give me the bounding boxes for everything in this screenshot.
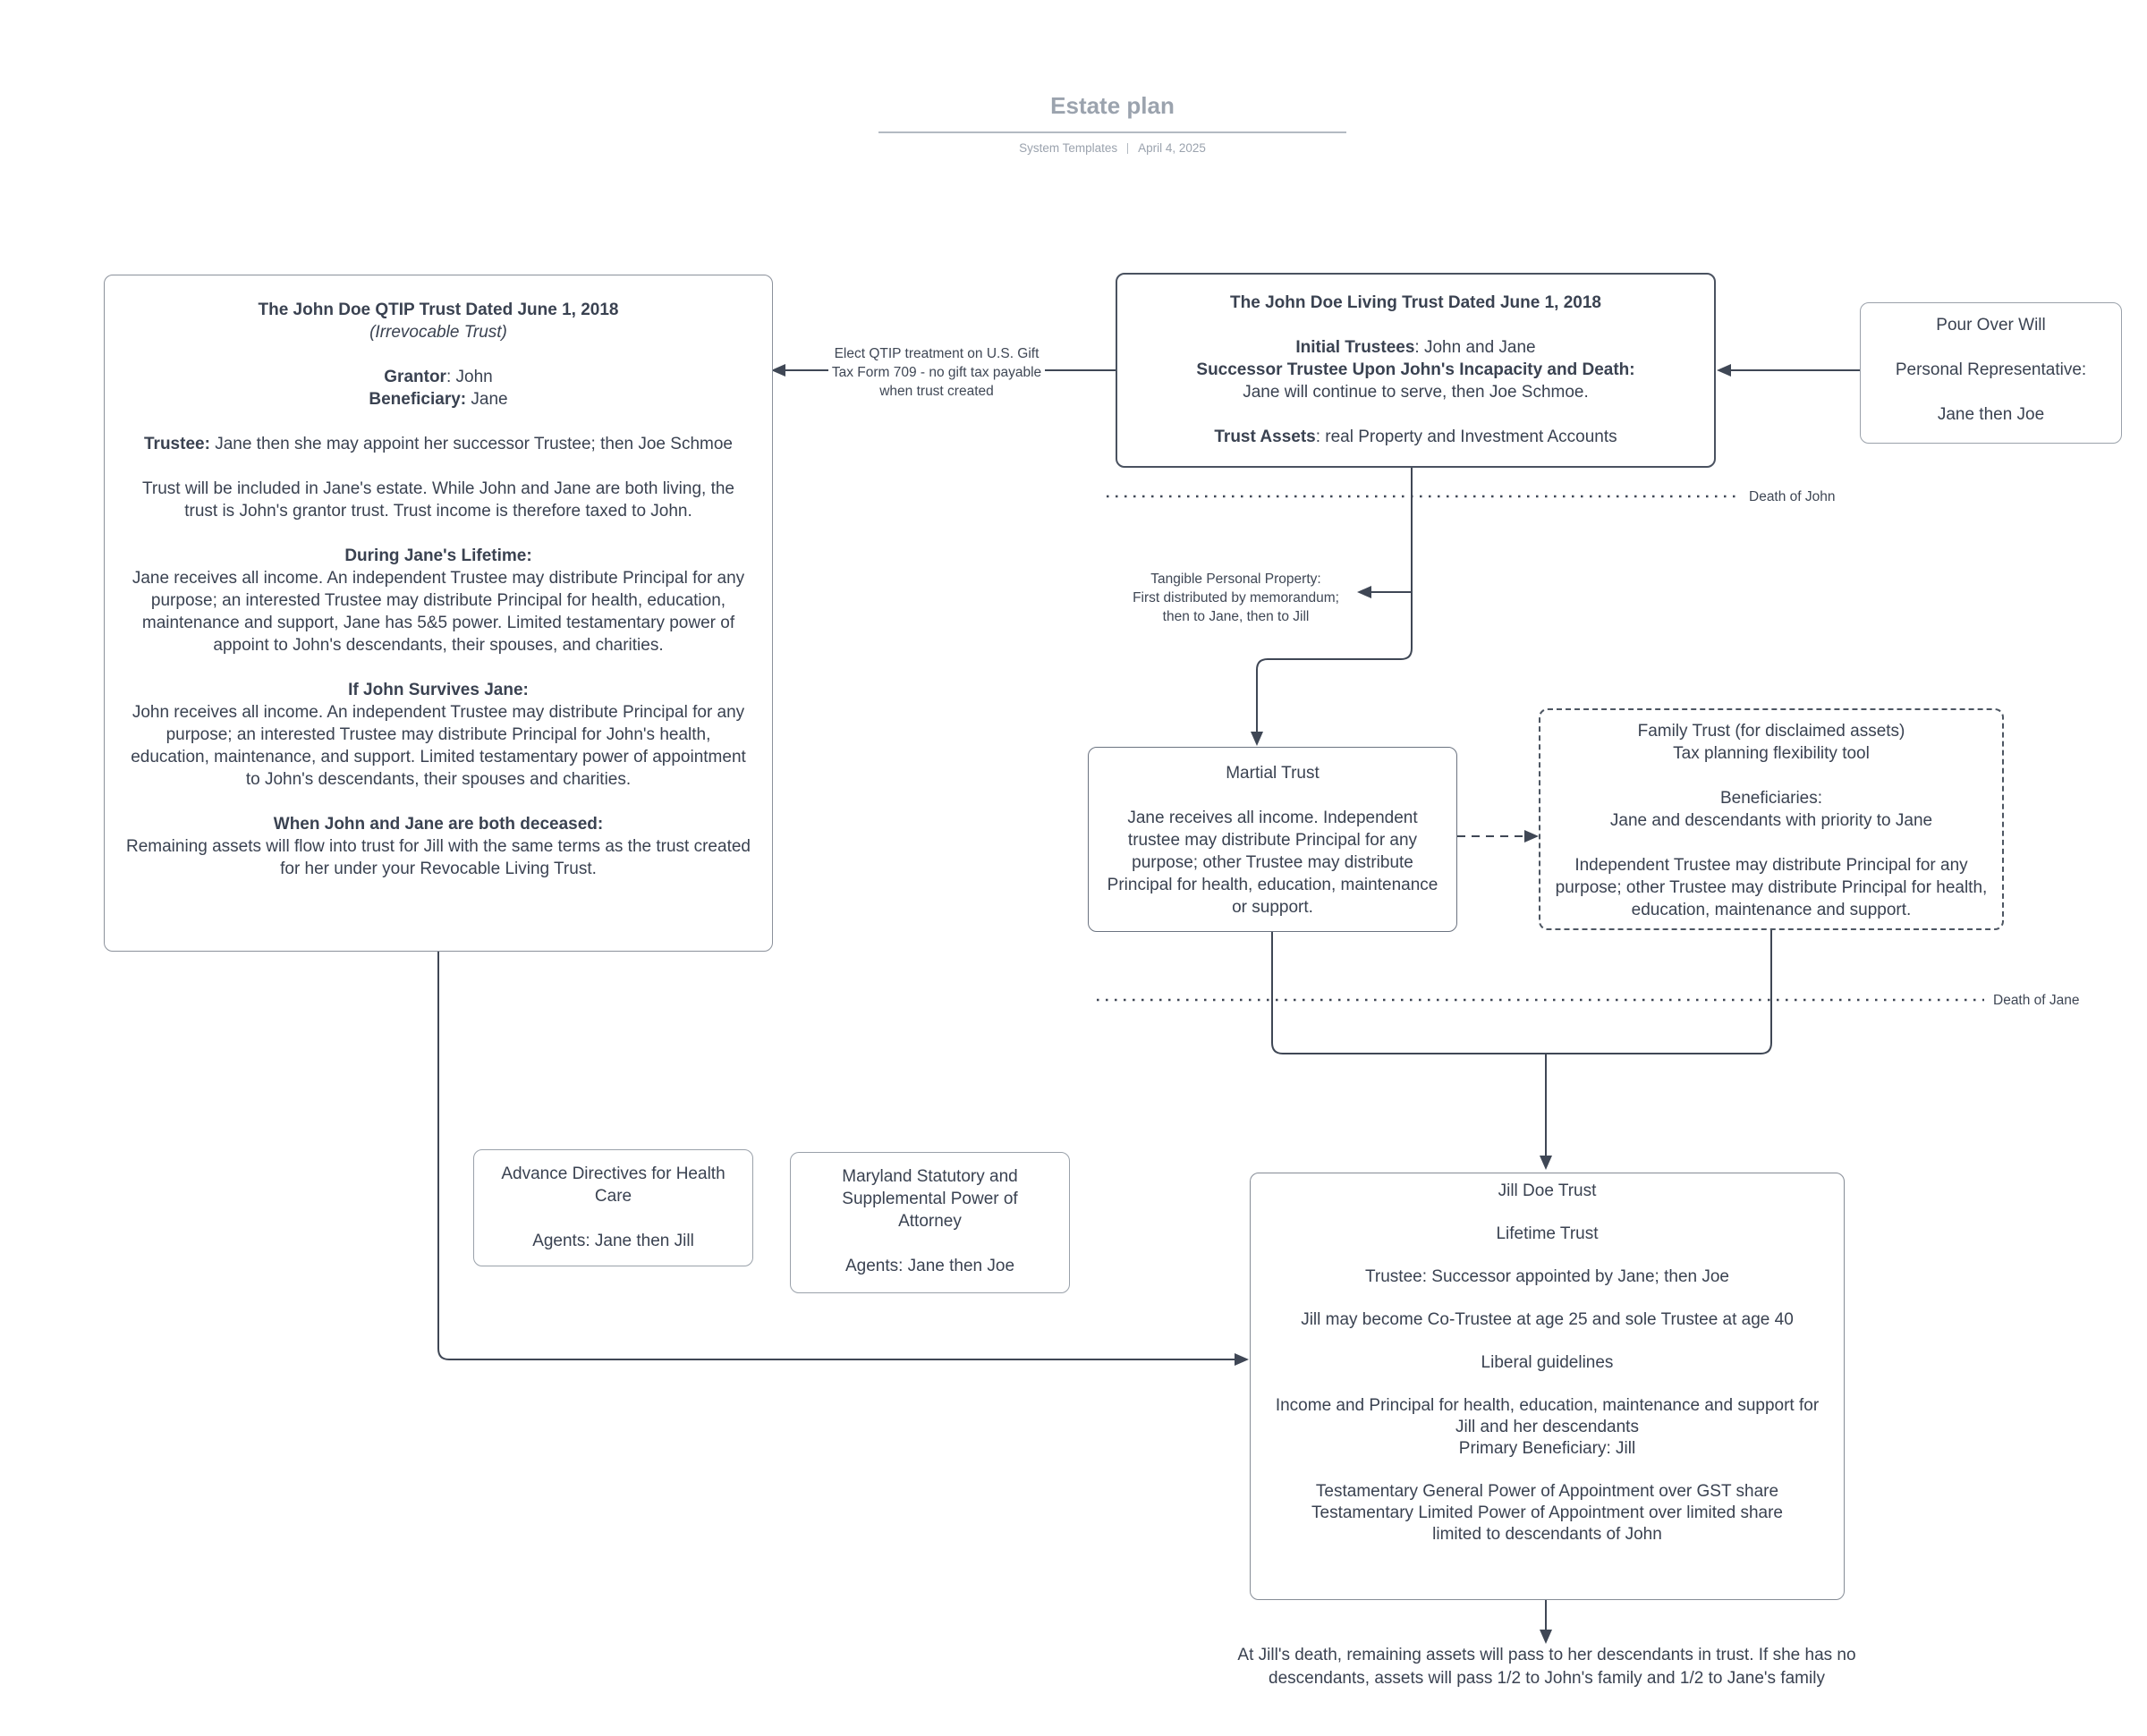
living-successor-value: Jane will continue to serve, then Joe Schmoe.: [1243, 383, 1589, 402]
living-initial-trustees: Initial Trustees: John and Jane: [1295, 338, 1536, 357]
qtip-subtitle: (Irrevocable Trust): [369, 323, 507, 342]
family-title: Family Trust (for disclaimed assets): [1637, 722, 1905, 741]
arrowhead-into-tangible: [1357, 586, 1371, 598]
pour-over-will-box: [1860, 302, 2122, 444]
arrowhead-into-jill-left: [1235, 1353, 1249, 1366]
qtip-survives-heading: If John Survives Jane:: [348, 681, 529, 699]
qtip-grantor: Grantor: John: [384, 368, 493, 386]
living-title: The John Doe Living Trust Dated June 1, 2018: [1230, 293, 1601, 312]
family-beneficiaries-value: Jane and descendants with priority to Jane: [1609, 811, 1933, 830]
living-successor-heading: Successor Trustee Upon John's Incapacity and Death:: [1196, 360, 1635, 379]
family-beneficiaries-heading: Beneficiaries:: [1719, 789, 1823, 808]
bracket-martial-side: [1272, 932, 1546, 1054]
qtip-deceased-heading: When John and Jane are both deceased:: [273, 815, 604, 834]
advance-directives-box: [473, 1149, 753, 1266]
jill-doe-trust-box: [1250, 1173, 1845, 1600]
title-divider: [878, 131, 1346, 133]
qtip-trust-box: [104, 275, 773, 952]
pour-names: Jane then Joe: [1937, 405, 2045, 424]
martial-body: Jane receives all income. Independent trustee may distribute Principal for any purpose; other Trustee may distribute Principal for health, education, maintenance or support.: [1107, 809, 1438, 917]
qtip-survives-body: John receives all income. An independent Trustee may distribute Principal for any purpose; an interested Trustee may distribute Principal for John's health, education, maintenance, and support. Limited testamentary power of appointment to John's descendants, their spouses and charities.: [131, 703, 746, 789]
qtip-estate-note: Trust will be included in Jane's estate. While John and Jane are both living, the trust is John's grantor trust. Trust income is therefore taxed to John.: [142, 479, 734, 521]
pour-title: Pour Over Will: [1936, 316, 2046, 334]
mdpoa-agents: Agents: Jane then Joe: [844, 1257, 1015, 1275]
jill-co-trustee: Jill may become Co-Trustee at age 25 and sole Trustee at age 40: [1301, 1310, 1794, 1329]
jill-primary-beneficiary: Primary Beneficiary: Jill: [1458, 1439, 1636, 1458]
jill-power-limited: Testamentary Limited Power of Appointment over limited share: [1311, 1503, 1783, 1522]
arrowhead-into-jill-top: [1540, 1156, 1552, 1170]
qtip-during-body: Jane receives all income. An independent Trustee may distribute Principal for any purpose; an interested Trustee may distribute Principal for health, education, maintenance and support, Jane has 5&5 power. Limited testamentary power of appoint to John's descendants, their spouses, and charities.: [132, 569, 745, 655]
jill-guidelines: Liberal guidelines: [1481, 1353, 1614, 1372]
arrowhead-into-family: [1524, 830, 1539, 843]
meta-date: April 4, 2025: [1138, 141, 1206, 155]
pour-role: Personal Representative:: [1895, 360, 2087, 379]
jill-death-footnote: At Jill's death, remaining assets will pass to her descendants in trust. If she has no descendants, assets will pass 1/2 to John's family and 1/2 to Jane's family: [1237, 1646, 1856, 1688]
jill-title: Jill Doe Trust: [1498, 1181, 1597, 1200]
bracket-family-side: [1546, 930, 1771, 1054]
jill-power-gst: Testamentary General Power of Appointment over GST share: [1315, 1482, 1779, 1501]
martial-trust-box: [1088, 747, 1457, 932]
page-title: Estate plan: [1050, 92, 1175, 119]
page-meta: [878, 141, 1346, 155]
advdir-title: Advance Directives for Health Care: [501, 1164, 726, 1206]
martial-title: Martial Trust: [1226, 764, 1320, 783]
elect-qtip-note: Elect QTIP treatment on U.S. Gift Tax Form 709 - no gift tax payable when trust created: [829, 344, 1044, 401]
maryland-poa-box: [790, 1152, 1070, 1293]
tangible-property-note: Tangible Personal Property: First distributed by memorandum; then to Jane, then to Jill: [1133, 572, 1339, 624]
living-trust-box: [1116, 273, 1716, 468]
family-subtitle: Tax planning flexibility tool: [1673, 744, 1870, 763]
death-of-jane-label: Death of Jane: [1993, 993, 2080, 1008]
arrowhead-into-qtip: [771, 364, 785, 377]
qtip-during-heading: During Jane's Lifetime:: [344, 546, 532, 565]
qtip-beneficiary: Beneficiary: Jane: [369, 390, 508, 409]
meta-source: System Templates: [1019, 141, 1118, 155]
advdir-agents: Agents: Jane then Jill: [532, 1232, 694, 1250]
family-trust-box: [1539, 708, 2004, 930]
jill-trustee: Trustee: Successor appointed by Jane; then Joe: [1365, 1267, 1729, 1286]
family-body: Independent Trustee may distribute Principal for any purpose; other Trustee may distribute Principal for health, education, maintenance and support.: [1555, 856, 1988, 919]
arrowhead-into-footer: [1540, 1630, 1552, 1644]
qtip-deceased-body: Remaining assets will flow into trust for Jill with the same terms as the trust created for her under your Revocable Living Trust.: [126, 837, 751, 878]
qtip-title: The John Doe QTIP Trust Dated June 1, 2018: [258, 301, 619, 319]
meta-separator: [1127, 143, 1128, 154]
living-trust-assets: Trust Assets: real Property and Investment Accounts: [1214, 428, 1617, 446]
jill-type: Lifetime Trust: [1496, 1224, 1599, 1243]
jill-power-limited-scope: limited to descendants of John: [1432, 1525, 1662, 1544]
arrowhead-into-martial: [1251, 732, 1263, 746]
arrowhead-into-living: [1717, 364, 1731, 377]
mdpoa-title: Maryland Statutory and Supplemental Power of Attorney: [842, 1167, 1018, 1231]
qtip-trustee: Trustee: Jane then she may appoint her successor Trustee; then Joe Schmoe: [144, 435, 733, 453]
jill-distributions: Income and Principal for health, education, maintenance and support for Jill and her descendants: [1275, 1396, 1820, 1436]
death-of-john-label: Death of John: [1749, 489, 1836, 504]
